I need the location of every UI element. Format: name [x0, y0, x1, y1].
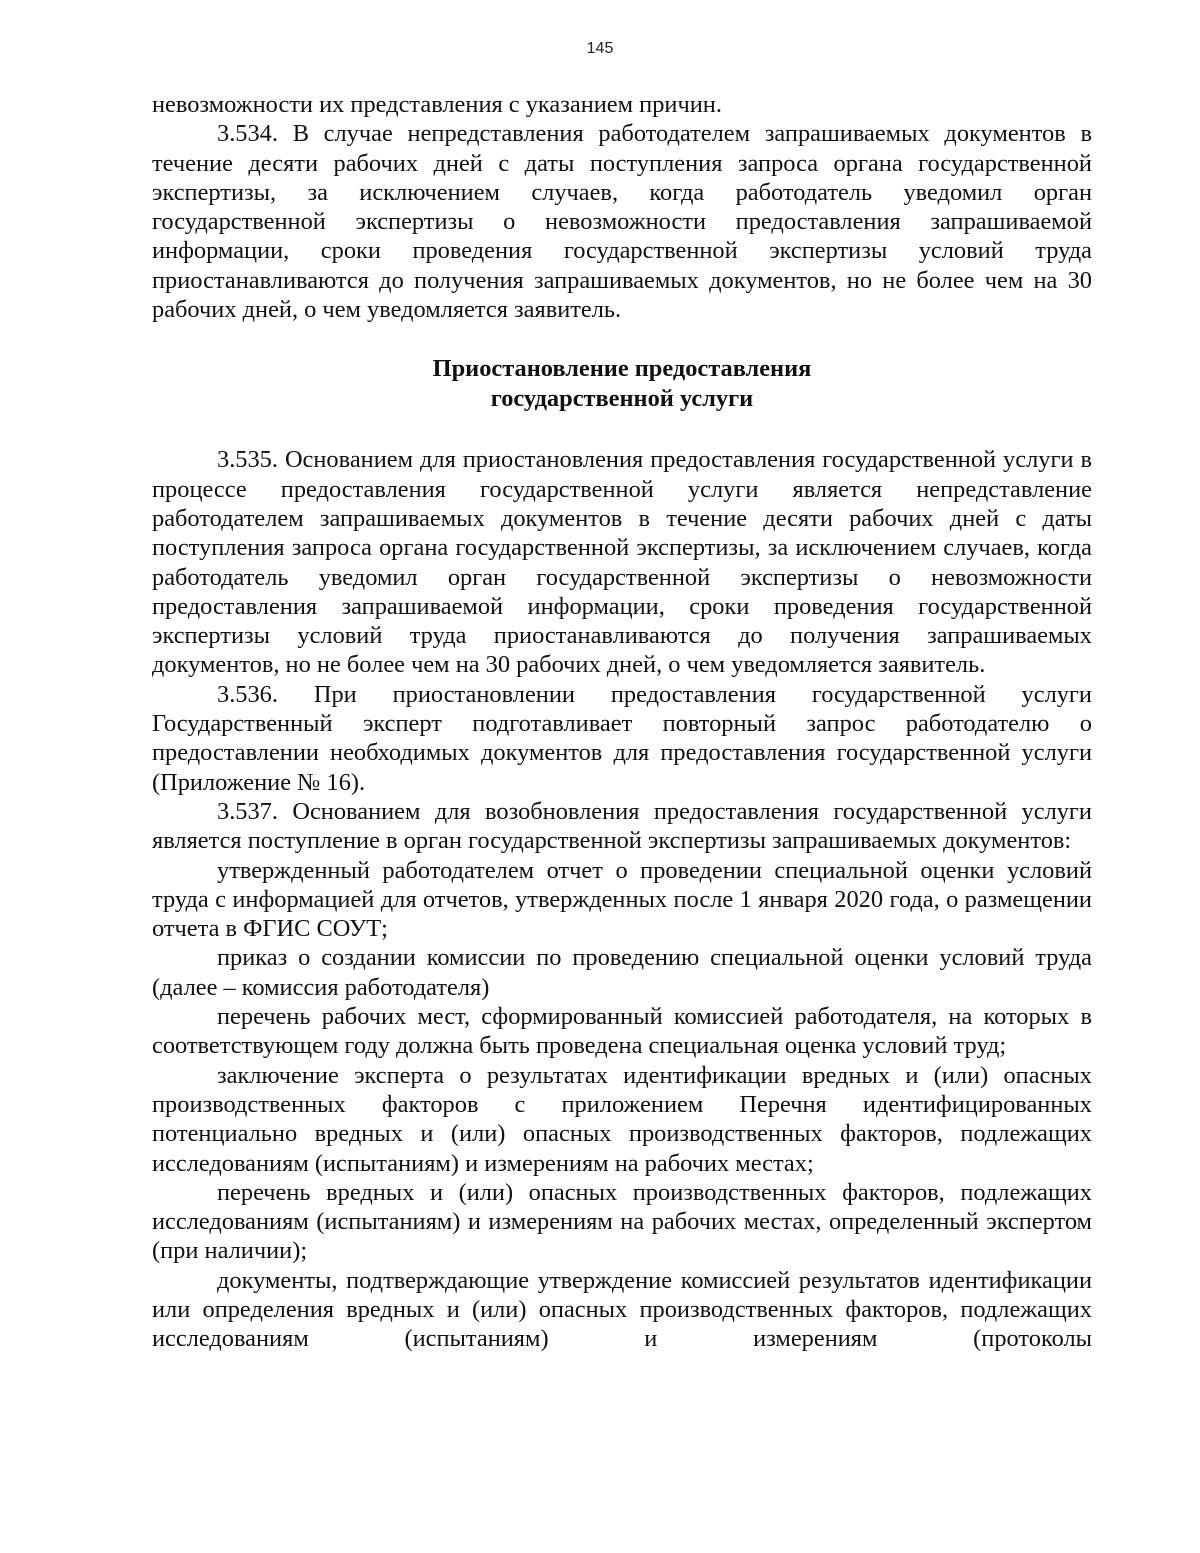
- list-item-expert-conclusion: заключение эксперта о результатах идентификации вредных и (или) опасных производственных факторов с приложением Перечня идентифицированных потенциально вредных и (или) опасных производственных факторов, подлежащих исследованиям (испытаниям) и измерениям на рабочих местах;: [152, 1061, 1092, 1177]
- paragraph-continuation: невозможности их представления с указанием причин.: [152, 91, 722, 118]
- page-number: 145: [586, 40, 614, 57]
- paragraph-3-534: 3.534. В случае непредставления работодателем запрашиваемых документов в течение десяти рабочих дней с даты поступления запроса органа государственной экспертизы, за исключением случаев, когда работодатель уведомил орган государственной экспертизы о невозможности предоставления запрашиваемой информации, сроки проведения государственной экспертизы условий труда приостанавливаются до получения запрашиваемых документов, но не более чем на 30 рабочих дней, о чем уведомляется заявитель.: [152, 120, 1092, 324]
- section-heading-line-2: государственной услуги: [490, 385, 754, 413]
- list-item-workplaces-list: перечень рабочих мест, сформированный комиссией работодателя, на которых в соответствующем году должна быть проведена специальная оценка условий труд;: [152, 1003, 1092, 1060]
- section-heading: [152, 354, 1092, 414]
- list-item-factors-list: перечень вредных и (или) опасных производственных факторов, подлежащих исследованиям (испытаниям) и измерениям на рабочих местах, определенный экспертом (при наличии);: [152, 1178, 1092, 1265]
- paragraph-3-535: 3.535. Основанием для приостановления предоставления государственной услуги в процессе предоставления государственной услуги является непредставление работодателем запрашиваемых документов в течение десяти рабочих дней с даты поступления запроса органа государственной экспертизы, за исключением случаев, когда работодатель уведомил орган государственной экспертизы о невозможности предоставления запрашиваемой информации, сроки проведения государственной экспертизы условий труда приостанавливаются до получения запрашиваемых документов, но не более чем на 30 рабочих дней, о чем уведомляется заявитель.: [152, 446, 1092, 679]
- paragraph-3-537: 3.537. Основанием для возобновления предоставления государственной услуги является поступление в орган государственной экспертизы запрашиваемых документов:: [152, 797, 1092, 855]
- document-body: [152, 90, 1092, 1354]
- list-item-approval-documents: документы, подтверждающие утверждение комиссией результатов идентификации или определения вредных и (или) опасных производственных факторов, подлежащих исследованиям (испытаниям) и измерениям (протоколы: [152, 1266, 1092, 1353]
- section-heading-line-1: Приостановление предоставления: [432, 355, 812, 383]
- list-item-report: утвержденный работодателем отчет о проведении специальной оценки условий труда с информацией для отчетов, утвержденных после 1 января 2020 года, о размещении отчета в ФГИС СОУТ;: [152, 856, 1092, 943]
- paragraph-3-536: 3.536. При приостановлении предоставления государственной услуги Государственный эксперт подготавливает повторный запрос работодателю о предоставлении необходимых документов для предоставления государственной услуги (Приложение № 16).: [152, 680, 1092, 796]
- list-item-commission-order: приказ о создании комиссии по проведению специальной оценки условий труда (далее – комиссия работодателя): [152, 944, 1092, 1001]
